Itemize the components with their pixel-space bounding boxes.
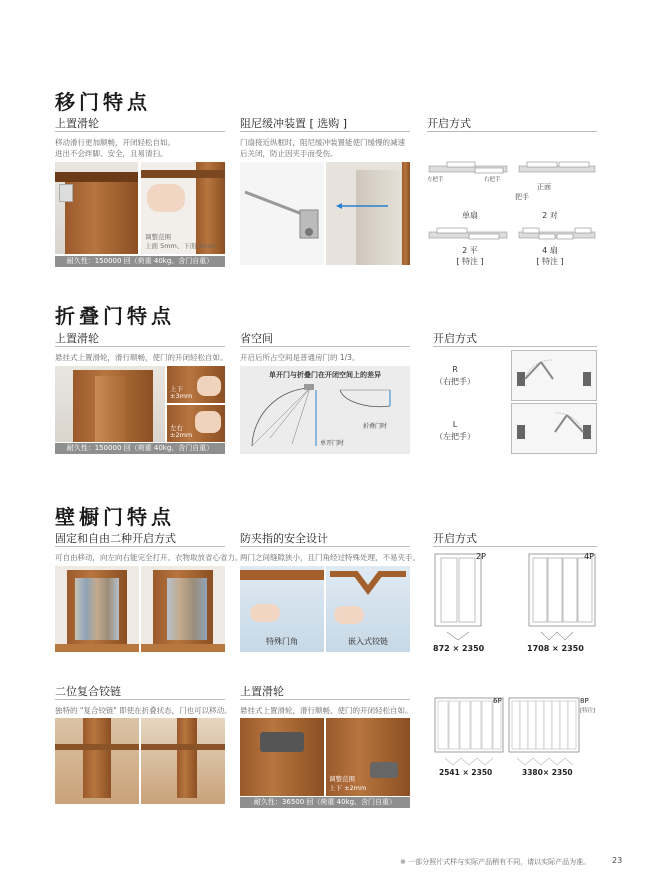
hinge-desc1: 独特的 "复合铰链" 即使在折叠状态，门也可以移动。 <box>55 706 232 715</box>
closet-4p-size: 1708 × 2350 <box>527 644 584 653</box>
opening-two-flat-special: [ 特注 ] <box>456 257 484 266</box>
opening-four-label: 4 扇 <box>542 246 558 255</box>
divider <box>240 346 410 347</box>
right-handle-label: 右把手 <box>484 177 501 183</box>
sliding-roller-heading: 上置滑轮 <box>55 117 99 130</box>
folding-roller-durability: 耐久性：150000 回（荷重 40kg、含门自重） <box>55 443 225 454</box>
closet-open-heading: 固定和自由二种开启方式 <box>55 532 176 545</box>
closet-4p-label: 4P <box>584 552 594 561</box>
right-handle-note: （右把手） <box>435 377 475 386</box>
folding-roller-photo-top <box>167 366 225 403</box>
folding-roller-heading: 上置滑轮 <box>55 332 99 345</box>
closet-open-desc1: 可自由移动，向左向右能完全打开。衣物取放省心省力。 <box>55 553 243 562</box>
folding-roller-desc1: 悬挂式上置滑轮，滑行顺畅，使门的开闭轻松自如。 <box>55 353 228 362</box>
divider <box>433 546 597 547</box>
closet-2p-size: 872 × 2350 <box>433 644 485 653</box>
space-saving-desc1: 开启后所占空间是普通房门的 1/3。 <box>240 353 360 362</box>
adjust-range-title: 调整范围 <box>145 233 171 241</box>
folding-roller-photo-side <box>167 405 225 442</box>
divider <box>240 546 410 547</box>
special-corner-label: 特殊门角 <box>266 637 298 646</box>
single-door-label: 单开门时 <box>320 440 345 447</box>
divider <box>55 546 225 547</box>
closet-6p-size: 2541 × 2350 <box>439 768 493 777</box>
damper-photo-b <box>326 162 410 265</box>
damper-photo-a <box>240 162 324 265</box>
left-handle-note: （左把手） <box>435 432 475 441</box>
closet-6p-8p-diagram <box>433 696 597 768</box>
sliding-roller-photo-a <box>55 162 138 254</box>
folding-door-label: 折叠门时 <box>363 423 388 430</box>
top-adjust-label: 上下 <box>170 385 183 393</box>
closet-photo-b <box>141 566 225 652</box>
closet-roller-durability: 耐久性：36500 回（荷重 40kg、含门自重） <box>240 797 410 808</box>
closet-roller-photo-b <box>326 718 410 796</box>
closet-roller-photo-a <box>240 718 324 796</box>
front-label: 正面 <box>537 183 551 191</box>
opening-double-label: 2 对 <box>542 211 558 220</box>
top-adjust-value: ±3mm <box>170 392 193 400</box>
embedded-hinge-illustration <box>326 566 410 652</box>
folding-opening-heading: 开启方式 <box>433 332 477 345</box>
sliding-roller-desc2: 进出不会绊脚、安全，且易清扫。 <box>55 149 168 158</box>
damper-desc1: 门扇接近纵框时，阻尼缓冲装置能使门缓慢的减速 <box>240 138 405 147</box>
divider <box>240 699 410 700</box>
side-adjust-label: 左右 <box>170 424 183 432</box>
closet-8p-label: 8P <box>580 697 589 705</box>
closet-roller-adjust-title: 调整范围 <box>329 775 355 783</box>
adjust-range-value: 上面 5mm、下面 2mm <box>145 242 216 250</box>
sliding-roller-desc1: 移动滑行更加顺畅，开闭轻松自如。 <box>55 138 175 147</box>
space-diagram-title: 单开门与折叠门在开闭空间上的差异 <box>269 371 381 379</box>
closet-8p-note: [特注] <box>580 708 596 714</box>
closet-roller-adjust-value: 上下 ±2mm <box>329 784 367 792</box>
closet-2p-label: 2P <box>476 552 486 561</box>
footer-note: ※ 一部分照片式样与实际产品稍有不同，请以实际产品为准。 <box>400 858 591 866</box>
folding-door-photo <box>55 366 165 442</box>
opening-single-label: 单扇 <box>462 211 478 220</box>
handle-label: 把手 <box>515 193 529 201</box>
side-adjust-value: ±2mm <box>170 431 193 439</box>
divider <box>427 131 597 132</box>
divider <box>433 346 597 347</box>
sliding-roller-durability: 耐久性：150000 回（荷重 40kg、含门自重） <box>55 256 225 267</box>
closet-roller-desc1: 悬挂式上置滑轮，滑行顺畅，使门的开闭轻松自如。 <box>240 706 413 715</box>
section-title-closet: 壁橱门特点 <box>55 505 175 529</box>
finger-safe-desc1: 两门之间缝隙狭小，且门角经过特殊处理，不易夹手。 <box>240 553 420 562</box>
sliding-opening-heading: 开启方式 <box>427 117 471 130</box>
special-corner-illustration <box>240 566 324 652</box>
embedded-hinge-label: 嵌入式铰链 <box>348 637 388 646</box>
damper-heading: 阻尼缓冲装置 [ 选购 ] <box>240 117 348 130</box>
hinge-heading: 二位复合铰链 <box>55 685 121 698</box>
divider <box>55 699 225 700</box>
closet-8p-size: 3380× 2350 <box>522 768 573 777</box>
left-handle-label: 左把手 <box>427 177 444 183</box>
section-title-sliding: 移门特点 <box>55 90 151 114</box>
opening-two-flat-label: 2 平 <box>462 246 478 255</box>
closet-opening-heading: 开启方式 <box>433 532 477 545</box>
closet-6p-label: 6P <box>493 697 502 705</box>
section-title-folding: 折叠门特点 <box>55 304 175 328</box>
damper-desc2: 后关闭，防止因夹手而受伤。 <box>240 149 338 158</box>
opening-four-special: [ 特注 ] <box>536 257 564 266</box>
closet-roller-heading: 上置滑轮 <box>240 685 284 698</box>
divider <box>55 346 225 347</box>
divider <box>240 131 410 132</box>
page-number: 23 <box>612 856 623 865</box>
hinge-photo-b <box>141 718 225 804</box>
closet-photo-a <box>55 566 139 652</box>
space-saving-diagram <box>240 366 410 454</box>
hinge-photo-a <box>55 718 139 804</box>
left-handle-l: L <box>452 420 458 429</box>
divider <box>55 131 225 132</box>
folding-opening-diagram <box>511 350 597 454</box>
closet-2p-4p-diagram <box>433 552 597 644</box>
sliding-roller-photo-b <box>141 162 225 254</box>
right-handle-r: R <box>452 365 458 374</box>
finger-safe-heading: 防夹指的安全设计 <box>240 532 328 545</box>
space-saving-heading: 省空间 <box>240 332 273 345</box>
